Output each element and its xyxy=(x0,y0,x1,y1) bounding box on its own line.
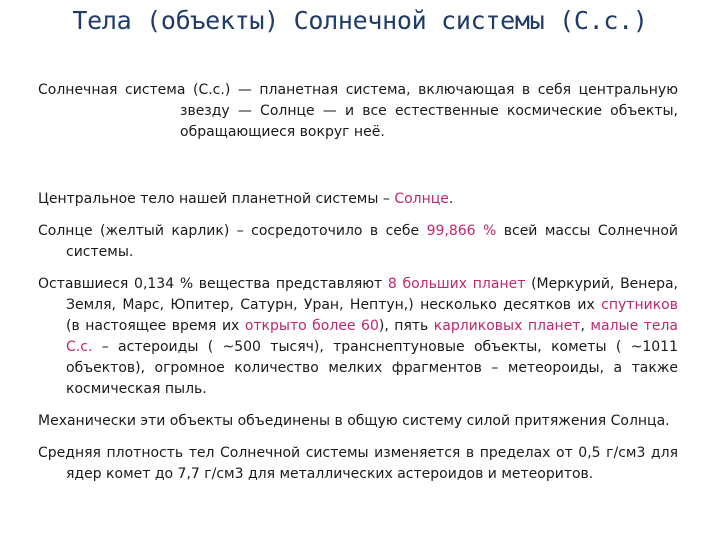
text-span: (в настоящее время их xyxy=(66,318,245,334)
paragraph-sun-mass xyxy=(38,221,678,263)
highlight-sun: Солнце xyxy=(394,191,449,207)
highlight-mass-percent: 99,866 % xyxy=(426,223,497,239)
text-span: . xyxy=(448,191,454,207)
text-span: Центральное тело нашей планетной системы – xyxy=(38,191,395,207)
paragraph-gravity: Механически эти объекты объединены в общую систему силой притяжения Солнца. xyxy=(38,413,670,429)
text-span: – астероиды ( ~500 тысяч), транснептуновые объекты, кометы ( ~1011 объектов), огромное количество мелких фрагментов – метеороиды, а также космическая пыль. xyxy=(66,339,678,397)
text-span: (Меркурий, Венера, Земля, Марс, Юпитер, Сатурн, Уран, Нептун,) несколько десятков их xyxy=(66,276,678,313)
text-span: ), пять xyxy=(378,318,434,334)
paragraph-remaining-matter xyxy=(38,274,678,400)
highlight-planets: 8 больших планет xyxy=(387,276,526,292)
definition-paragraph xyxy=(38,80,678,143)
highlight-satellites: спутников xyxy=(601,297,678,313)
page-title: Тела (объекты) Солнечной системы (С.с.) xyxy=(72,6,648,35)
highlight-dwarf-planets: карликовых планет xyxy=(433,318,581,334)
paragraph-density: Средняя плотность тел Солнечной системы изменяется в пределах от 0,5 г/см3 для ядер комет до 7,7 г/см3 для металлических астероидов и метеоритов. xyxy=(38,445,678,482)
definition-text: — планетная система, включающая в себя центральную звезду — Солнце — и все естественные космические объекты, обращающиеся вокруг неё. xyxy=(180,82,678,140)
text-span: Оставшиеся 0,134 % вещества представляют xyxy=(38,276,388,292)
text-span: , xyxy=(580,318,591,334)
text-span: Солнце (желтый карлик) – сосредоточило в себе xyxy=(38,223,427,239)
text-span: всей массы Солнечной системы. xyxy=(66,223,679,260)
definition-term: Солнечная система (С.с.) xyxy=(38,82,231,98)
paragraph-central-body xyxy=(38,189,678,210)
highlight-small-bodies: малые тела С.с. xyxy=(66,318,678,355)
highlight-discovered: открыто более 60 xyxy=(244,318,379,334)
document-body xyxy=(38,80,678,485)
